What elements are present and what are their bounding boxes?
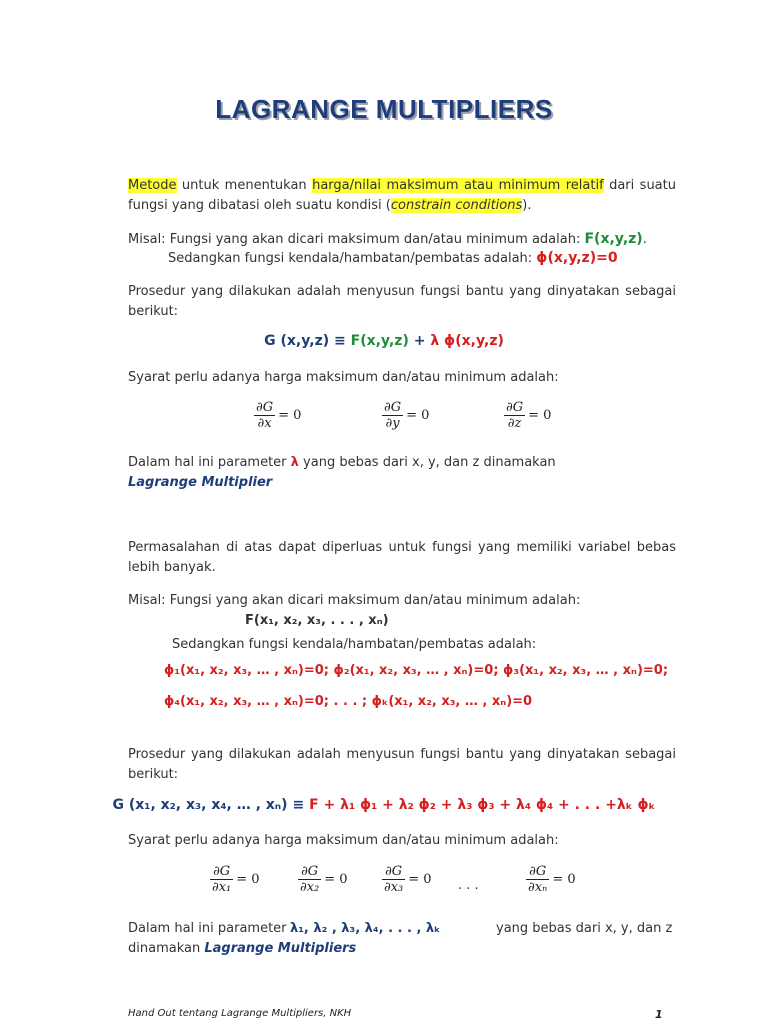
partial-dx1: $\frac{\partial G}{\text{∂x₁}}$ = 0 [212,864,260,895]
dalam2-c: dinamakan Lagrange Multipliers [128,941,357,956]
partial-dz: $\frac{\partial G}{\partial z}$ = 0 [506,400,552,431]
highlight-harga: harga/nilai maksimum atau minimum relatif [312,178,604,193]
highlight-metode: Metode [128,178,177,193]
misal1-line2: Sedangkan fungsi kendala/hambatan/pembatas adalah: ϕ(x,y,z)=0 [168,250,618,266]
formula-1: G (x,y,z) ≡ F(x,y,z) + λ ϕ(x,y,z) [264,333,504,349]
misal1-line1: Misal: Fungsi yang akan dicari maksimum dan/atau minimum adalah: F(x,y,z). [128,231,647,247]
lambda-list: λ₁, λ₂ , λ₃, λ₄, . . . , λₖ [290,921,441,936]
prosedur1-paragraph: Prosedur yang dilakukan adalah menyusun fungsi bantu yang dinyatakan sebagai berikut: [128,284,676,319]
page-title: LAGRANGE MULTIPLIERS [215,94,553,124]
footer-text: Hand Out tentang Lagrange Multipliers, NKH [128,1008,352,1019]
prosedur2-paragraph: Prosedur yang dilakukan adalah menyusun fungsi bantu yang dinyatakan sebagai berikut: [128,747,676,782]
partial-dy: $\frac{\partial G}{\partial y}$ = 0 [384,400,430,431]
formula-2: G (x₁, x₂, x₃, x₄, … , xₙ) ≡ F + λ₁ ϕ₁ + λ₂ ϕ₂ + λ₃ ϕ₃ + λ₄ ϕ₄ + . . . +λₖ ϕₖ [112,797,656,813]
syarat2-text: Syarat perlu adanya harga maksimum dan/atau minimum adalah: [128,833,559,848]
ellipsis: . . . [458,878,479,893]
misal2-line1: Misal: Fungsi yang akan dicari maksimum dan/atau minimum adalah: [128,593,581,608]
permasalahan-paragraph: Permasalahan di atas dapat diperluas untuk fungsi yang memiliki variabel bebas lebih banyak. [128,540,676,575]
partial-dxn: $\frac{\partial G}{\text{∂xₙ}}$ = 0 [528,864,576,895]
partial-dx: $\frac{\partial G}{\partial x}$ = 0 [256,400,302,431]
lagrange-multiplier-term: Lagrange Multiplier [128,475,273,490]
dalam2-b: yang bebas dari x, y, dan z [496,921,673,936]
dalam1-paragraph: Dalam hal ini parameter λ yang bebas dari x, y, dan z dinamakan Lagrange Multiplier [128,455,556,490]
constraints-line2: ϕ₄(x₁, x₂, x₃, … , xₙ)=0; . . . ; ϕₖ(x₁, x₂, x₃, … , xₙ)=0 [164,694,533,709]
function-f-multi: F(x₁, x₂, x₃, . . . , xₙ) [245,613,389,628]
function-f: F(x,y,z) [584,231,643,247]
dalam2-a: Dalam hal ini parameter [128,921,287,936]
page-number: 1 [655,1008,663,1021]
misal2-line2: Sedangkan fungsi kendala/hambatan/pembatas adalah: [172,637,537,652]
highlight-constrain: constrain conditions [390,198,523,213]
partial-dx2: $\frac{\partial G}{\text{∂x₂}}$ = 0 [300,864,348,895]
syarat1-text: Syarat perlu adanya harga maksimum dan/atau minimum adalah: [128,370,559,385]
intro-paragraph: Metode untuk menentukan harga/nilai maksimum atau minimum relatif dari suatu fungsi yang dibatasi oleh suatu kondisi (constrain conditions). [128,178,676,213]
partial-dx3: $\frac{\partial G}{\text{∂x₃}}$ = 0 [384,864,432,895]
function-phi: ϕ(x,y,z)=0 [536,250,618,266]
constraints-line1: ϕ₁(x₁, x₂, x₃, … , xₙ)=0; ϕ₂(x₁, x₂, x₃, … , xₙ)=0; ϕ₃(x₁, x₂, x₃, … , xₙ)=0; [164,663,669,678]
lagrange-multipliers-term: Lagrange Multipliers [204,941,357,956]
